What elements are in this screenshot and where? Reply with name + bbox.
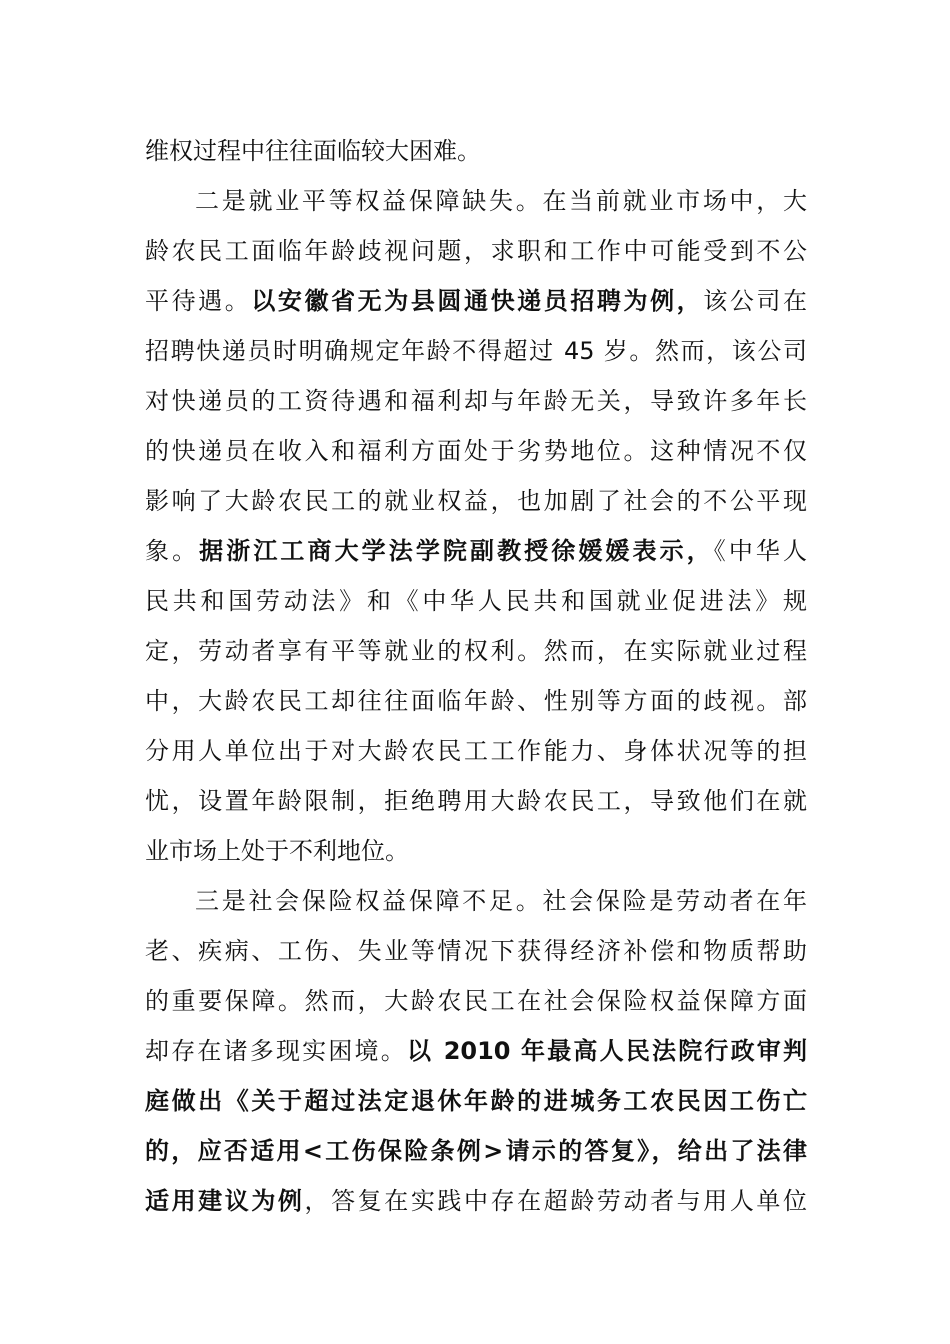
bold-text-segment: 据浙江工商大学法学院副教授徐媛媛表示， xyxy=(199,537,714,565)
bold-text-segment: 庭做出《关于超过法定退休年龄的进城务工农民因工伤亡 xyxy=(145,1087,807,1115)
text-segment: ，答复在实践中存在超龄劳动者与用人单位 xyxy=(304,1187,807,1215)
text-line xyxy=(145,276,807,326)
bold-text-segment: 以安徽省无为县圆通快递员招聘为例， xyxy=(251,287,704,315)
text-line xyxy=(145,826,807,876)
text-line xyxy=(145,526,807,576)
text-line xyxy=(145,326,807,376)
text-segment: 定，劳动者享有平等就业的权利。然而，在实际就业过程 xyxy=(145,637,807,665)
bold-text-segment: 以 2010 年最高人民法院行政审判 xyxy=(406,1037,807,1065)
text-segment: 老、疾病、工伤、失业等情况下获得经济补偿和物质帮助 xyxy=(145,937,807,965)
text-segment: 分用人单位出于对大龄农民工工作能力、身体状况等的担 xyxy=(145,737,807,765)
text-line xyxy=(145,1176,807,1226)
text-segment: 招聘快递员时明确规定年龄不得超过 45 岁。然而，该公司 xyxy=(145,337,807,365)
text-line xyxy=(145,376,807,426)
text-segment: 龄农民工面临年龄歧视问题，求职和工作中可能受到不公 xyxy=(145,237,807,265)
text-line xyxy=(145,676,807,726)
text-segment: 象。 xyxy=(145,537,200,565)
text-line xyxy=(145,576,807,626)
text-line xyxy=(145,776,807,826)
text-segment: 民共和国劳动法》和《中华人民共和国就业促进法》规 xyxy=(145,587,807,615)
bold-text-segment: 的，应否适用<工伤保险条例>请示的答复》，给出了法律 xyxy=(145,1137,807,1165)
text-line xyxy=(145,1126,807,1176)
text-segment: 该公司在 xyxy=(703,287,807,315)
text-segment: 平待遇。 xyxy=(145,287,252,315)
text-segment: 业市场上处于不利地位。 xyxy=(145,837,409,865)
document-body xyxy=(145,126,807,1226)
text-line xyxy=(145,726,807,776)
text-segment: 影响了大龄农民工的就业权益，也加剧了社会的不公平现 xyxy=(145,487,807,515)
text-line xyxy=(145,876,807,926)
text-line xyxy=(145,976,807,1026)
text-line xyxy=(145,176,807,226)
text-line xyxy=(145,426,807,476)
text-segment: 三是社会保险权益保障不足。社会保险是劳动者在年 xyxy=(195,887,807,915)
text-line xyxy=(145,1026,807,1076)
text-line xyxy=(145,476,807,526)
text-segment: 的重要保障。然而，大龄农民工在社会保险权益保障方面 xyxy=(145,987,807,1015)
text-line xyxy=(145,226,807,276)
text-line xyxy=(145,126,807,176)
text-line xyxy=(145,926,807,976)
text-segment: 《中华人 xyxy=(713,537,807,565)
text-segment: 对快递员的工资待遇和福利却与年龄无关，导致许多年长 xyxy=(145,387,807,415)
text-line xyxy=(145,626,807,676)
text-segment: 的快递员在收入和福利方面处于劣势地位。这种情况不仅 xyxy=(145,437,807,465)
text-segment: 中，大龄农民工却往往面临年龄、性别等方面的歧视。部 xyxy=(145,687,807,715)
text-segment: 二是就业平等权益保障缺失。在当前就业市场中，大 xyxy=(195,187,807,215)
text-segment: 却存在诸多现实困境。 xyxy=(145,1037,407,1065)
text-line xyxy=(145,1076,807,1126)
bold-text-segment: 适用建议为例 xyxy=(145,1187,305,1215)
text-segment: 忧，设置年龄限制，拒绝聘用大龄农民工，导致他们在就 xyxy=(145,787,807,815)
text-segment: 维权过程中往往面临较大困难。 xyxy=(145,137,481,165)
